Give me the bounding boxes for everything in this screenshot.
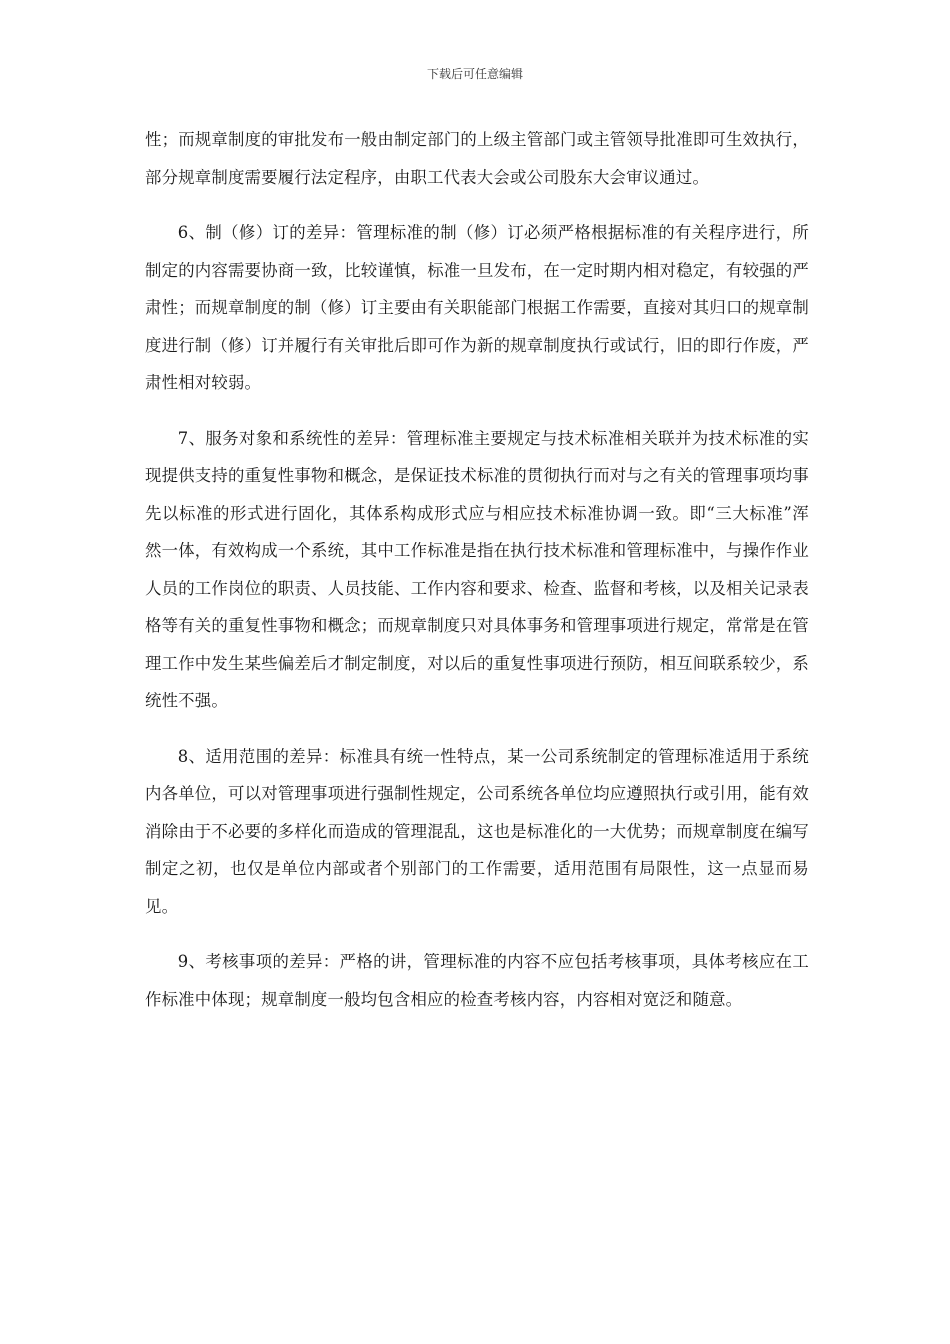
paragraph-gap: [145, 925, 809, 943]
paragraph-item-6: 6、制（修）订的差异：管理标准的制（修）订必须严格根据标准的有关程序进行，所制定的内容需要协商一致，比较谨慎，标准一旦发布，在一定时期内相对稳定，有较强的严肃性；而规章制度的制（修）订主要由有关职能部门根据工作需要，直接对其归口的规章制度进行制（修）订并履行有关审批后即可作为新的规章制度执行或试行，旧的即行作废，严肃性相对较弱。: [145, 223, 809, 392]
header-note: 下载后可任意编辑: [426, 67, 523, 81]
paragraph-item-8: 8、适用范围的差异：标准具有统一性特点，某一公司系统制定的管理标准适用于系统内各单位，可以对管理事项进行强制性规定，公司系统各单位均应遵照执行或引用，能有效消除由于不必要的多样化而造成的管理混乱，这也是标准化的一大优势；而规章制度在编写制定之初，也仅是单位内部或者个别部门的工作需要，适用范围有局限性，这一点显而易见。: [145, 746, 809, 916]
paragraph-gap: [145, 196, 809, 214]
paragraph-item-9: 9、考核事项的差异：严格的讲，管理标准的内容不应包括考核事项，具体考核应在工作标准中体现；规章制度一般均包含相应的检查考核内容，内容相对宽泛和随意。: [145, 952, 809, 1009]
paragraph-gap: [145, 720, 809, 738]
paragraph-item-7: 7、服务对象和系统性的差异：管理标准主要规定与技术标准相关联并为技术标准的实现提供支持的重复性事物和概念，是保证技术标准的贯彻执行而对与之有关的管理事项均事先以标准的形式进行固化，其体系构成形式应与相应技术标准协调一致。即“三大标准”浑然一体，有效构成一个系统，其中工作标准是指在执行技术标准和管理标准中，与操作作业人员的工作岗位的职责、人员技能、工作内容和要求、检查、监督和考核，以及相关记录表格等有关的重复性事物和概念；而规章制度只对具体事务和管理事项进行规定，常常是在管理工作中发生某些偏差后才制定制度，对以后的重复性事项进行预防，相互间联系较少，系统性不强。: [145, 428, 809, 710]
document-body: [145, 121, 809, 1018]
paragraph-gap: [145, 402, 809, 420]
paragraph-continuation: 性；而规章制度的审批发布一般由制定部门的上级主管部门或主管领导批准即可生效执行，部分规章制度需要履行法定程序，由职工代表大会或公司股东大会审议通过。: [145, 130, 809, 187]
